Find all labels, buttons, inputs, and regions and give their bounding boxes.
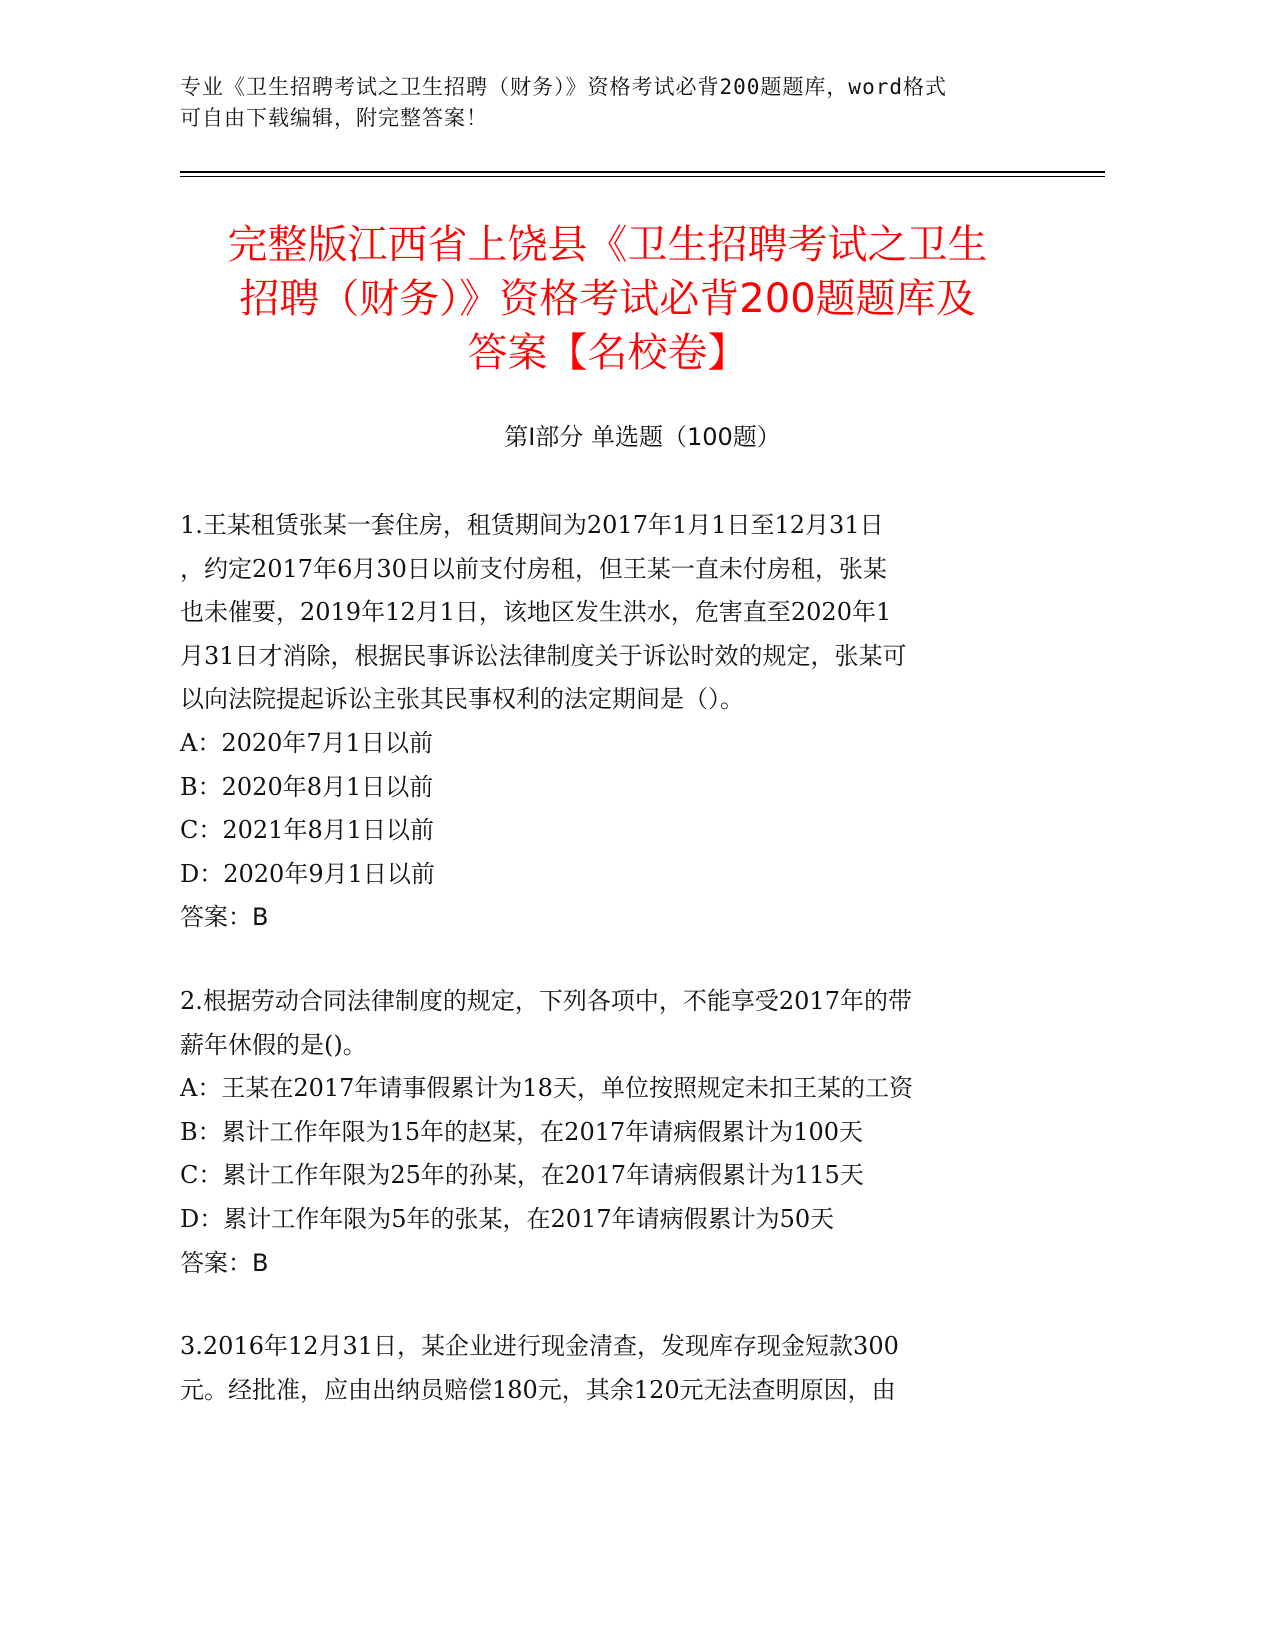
- option-c: C：累计工作年限为25年的孙某，在2017年请病假累计为115天: [180, 1161, 864, 1190]
- option-a: A：2020年7月1日以前: [180, 728, 433, 757]
- option-d: D：累计工作年限为5年的张某，在2017年请病假累计为50天: [180, 1204, 835, 1233]
- question-3: [180, 1325, 1060, 1412]
- question-stem-line: 2.根据劳动合同法律制度的规定，下列各项中，不能享受2017年的带: [180, 986, 912, 1015]
- question-stem-line: 1.王某租赁张某一套住房，租赁期间为2017年1月1日至12月31日: [180, 511, 884, 539]
- title-line: 完整版江西省上饶县《卫生招聘考试之卫生: [227, 222, 988, 268]
- header-note-line: 可自由下载编辑，附完整答案！: [180, 106, 488, 130]
- header-divider-thick: [180, 171, 1105, 173]
- question-2: [180, 980, 1060, 1285]
- title-line: 答案【名校卷】: [467, 330, 748, 376]
- answer-line: 答案：B: [180, 1248, 269, 1277]
- header-note: [180, 72, 1030, 134]
- option-b: B：2020年8月1日以前: [180, 772, 434, 801]
- question-list: [180, 504, 1060, 1452]
- question-stem-line: 以向法院提起诉讼主张其民事权利的法定期间是（）。: [180, 685, 744, 714]
- document-title: [160, 218, 1055, 380]
- option-d: D：2020年9月1日以前: [180, 859, 435, 888]
- option-c: C：2021年8月1日以前: [180, 816, 434, 845]
- question-1: [180, 504, 1060, 940]
- title-line: 招聘（财务）》资格考试必背200题题库及: [239, 276, 976, 322]
- section-heading: 第I部分 单选题（100题）: [504, 423, 781, 451]
- header-note-line: 专业《卫生招聘考试之卫生招聘（财务）》资格考试必背200题题库，word格式: [180, 75, 947, 99]
- question-stem-line: ，约定2017年6月30日以前支付房租，但王某一直未付房租，张某: [180, 554, 887, 583]
- question-stem-line: 3.2016年12月31日，某企业进行现金清查，发现库存现金短款300: [180, 1332, 899, 1361]
- question-stem-line: 元。经批准，应由出纳员赔偿180元，其余120元无法查明原因，由: [180, 1375, 896, 1404]
- question-stem-line: 薪年休假的是()。: [180, 1030, 367, 1059]
- question-stem-line: 月31日才消除，根据民事诉讼法律制度关于诉讼时效的规定，张某可: [180, 641, 907, 670]
- option-a: A：王某在2017年请事假累计为18天，单位按照规定未扣王某的工资: [180, 1074, 913, 1103]
- option-b: B：累计工作年限为15年的赵某，在2017年请病假累计为100天: [180, 1117, 864, 1146]
- answer-line: 答案：B: [180, 903, 269, 932]
- question-stem-line: 也未催要，2019年12月1日，该地区发生洪水，危害直至2020年1: [180, 598, 892, 627]
- header-divider-thin: [180, 176, 1105, 177]
